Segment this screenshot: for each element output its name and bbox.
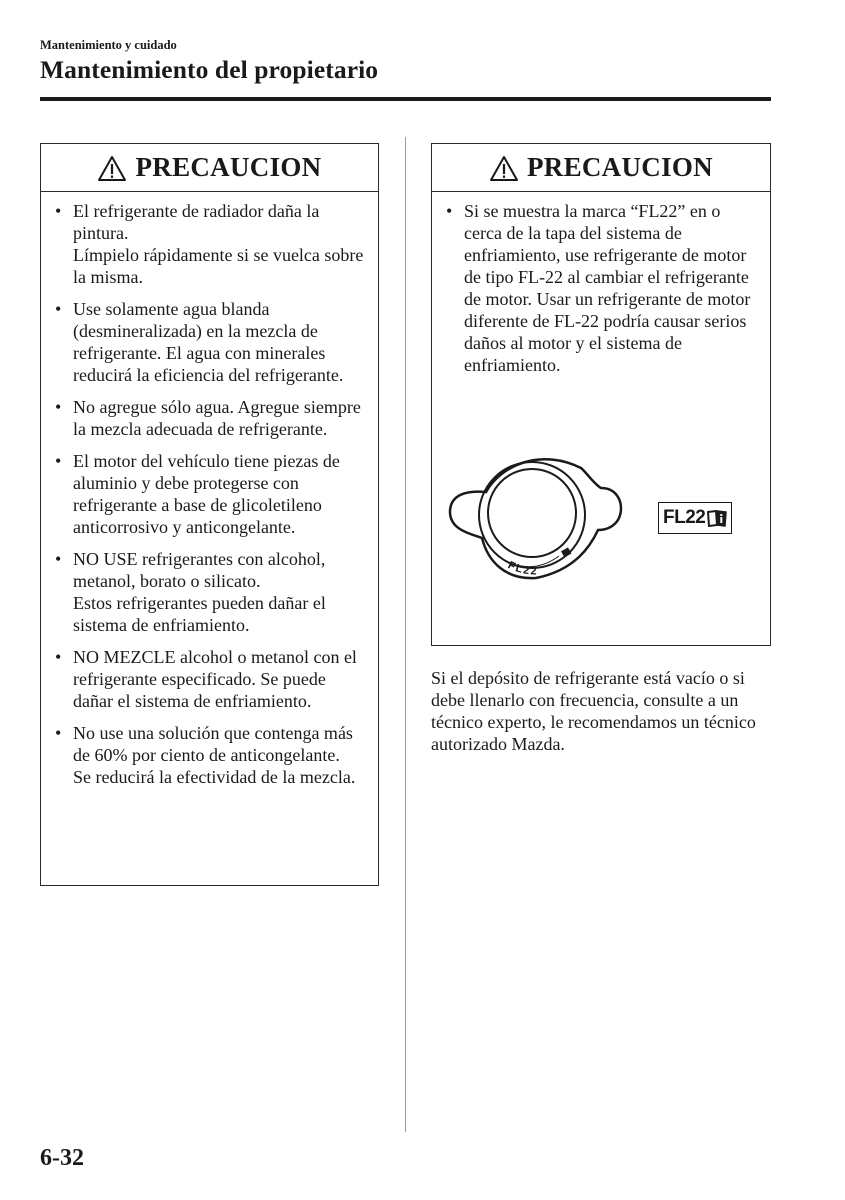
caution-box-left (40, 143, 379, 886)
caution-text: NO USE refrigerantes con alcohol, metanol, borato o silicato. (73, 549, 326, 591)
cap-mark-text: FL22 (506, 559, 539, 578)
fl22-badge (658, 502, 732, 534)
caution-item: • El refrigerante de radiador daña la pintura. Límpielo rápidamente si se vuelca sobre la misma. (55, 200, 370, 288)
caution-item: • No agregue sólo agua. Agregue siempre la mezcla adecuada de refrigerante. (55, 396, 370, 440)
caution-item: • Si se muestra la marca “FL22” en o cerca de la tapa del sistema de enfriamiento, use refrigerante de motor de tipo FL-22 al cambiar el refrigerante de motor. Usar un refrigerante de motor diferente de FL-22 podría causar serios daños al motor y el sistema de enfriamiento. (446, 200, 762, 376)
radiator-cap-figure (446, 450, 756, 595)
caution-text: El refrigerante de radiador daña la pintura. (73, 201, 320, 243)
column-divider (405, 137, 406, 1132)
fl22-badge-text: FL22 (663, 507, 706, 528)
caution-text: Si se muestra la marca “FL22” en o cerca de la tapa del sistema de enfriamiento, use refrigerante de motor de tipo FL-22 al cambiar el refrigerante de motor. Usar un refrigerante de motor diferente de FL-22 podría causar serios daños al motor y el sistema de enfriamiento. (464, 201, 751, 375)
radiator-cap-illustration (446, 450, 636, 595)
caution-item: • El motor del vehículo tiene piezas de aluminio y debe protegerse con refrigerante a base de glicoletileno anticorrosivo y anticongelante. (55, 450, 370, 538)
caution-header (41, 144, 378, 192)
caution-text: Se reducirá la efectividad de la mezcla. (73, 767, 356, 787)
caution-text: Límpielo rápidamente si se vuelca sobre la misma. (73, 245, 364, 287)
page-title: Mantenimiento del propietario (40, 55, 379, 84)
caution-text: NO MEZCLE alcohol o metanol con el refrigerante especificado. Se puede dañar el sistema de enfriamiento. (73, 647, 357, 711)
caution-item: • NO USE refrigerantes con alcohol, metanol, borato o silicato. Estos refrigerantes pueden dañar el sistema de enfriamiento. (55, 548, 370, 636)
caution-title: PRECAUCION (526, 152, 713, 182)
body-paragraph: Si el depósito de refrigerante está vacío o si debe llenarlo con frecuencia, consulte a un técnico experto, le recomendamos un técnico autorizado Mazda. (431, 668, 756, 754)
caution-header (432, 144, 770, 192)
caution-box-right (431, 143, 771, 646)
caution-list-right (432, 192, 770, 376)
caution-text: No use una solución que contenga más de 60% por ciento de anticongelante. (73, 723, 353, 765)
warning-triangle-icon (489, 155, 519, 182)
caution-text: El motor del vehículo tiene piezas de aluminio y debe protegerse con refrigerante a base de glicoletileno anticorrosivo y anticongelante. (73, 451, 340, 537)
section-label: Mantenimiento y cuidado (40, 38, 177, 52)
caution-list-left (41, 192, 378, 788)
warning-triangle-icon (97, 155, 127, 182)
caution-text: No agregue sólo agua. Agregue siempre la mezcla adecuada de refrigerante. (73, 397, 361, 439)
caution-item: • No use una solución que contenga más de 60% por ciento de anticongelante. Se reducirá la efectividad de la mezcla. (55, 722, 370, 788)
caution-item: • Use solamente agua blanda (desmineralizada) en la mezcla de refrigerante. El agua con minerales reducirá la eficiencia del refrigerante. (55, 298, 370, 386)
page-number: 6-32 (40, 1145, 84, 1171)
caution-text: Use solamente agua blanda (desmineralizada) en la mezcla de refrigerante. El agua con minerales reducirá la eficiencia del refrigerante. (73, 299, 344, 385)
caution-title: PRECAUCION (135, 152, 322, 182)
book-icon (707, 509, 727, 527)
caution-item: • NO MEZCLE alcohol o metanol con el refrigerante especificado. Se puede dañar el sistema de enfriamiento. (55, 646, 370, 712)
caution-text: Estos refrigerantes pueden dañar el sistema de enfriamiento. (73, 593, 326, 635)
title-rule (40, 97, 771, 101)
